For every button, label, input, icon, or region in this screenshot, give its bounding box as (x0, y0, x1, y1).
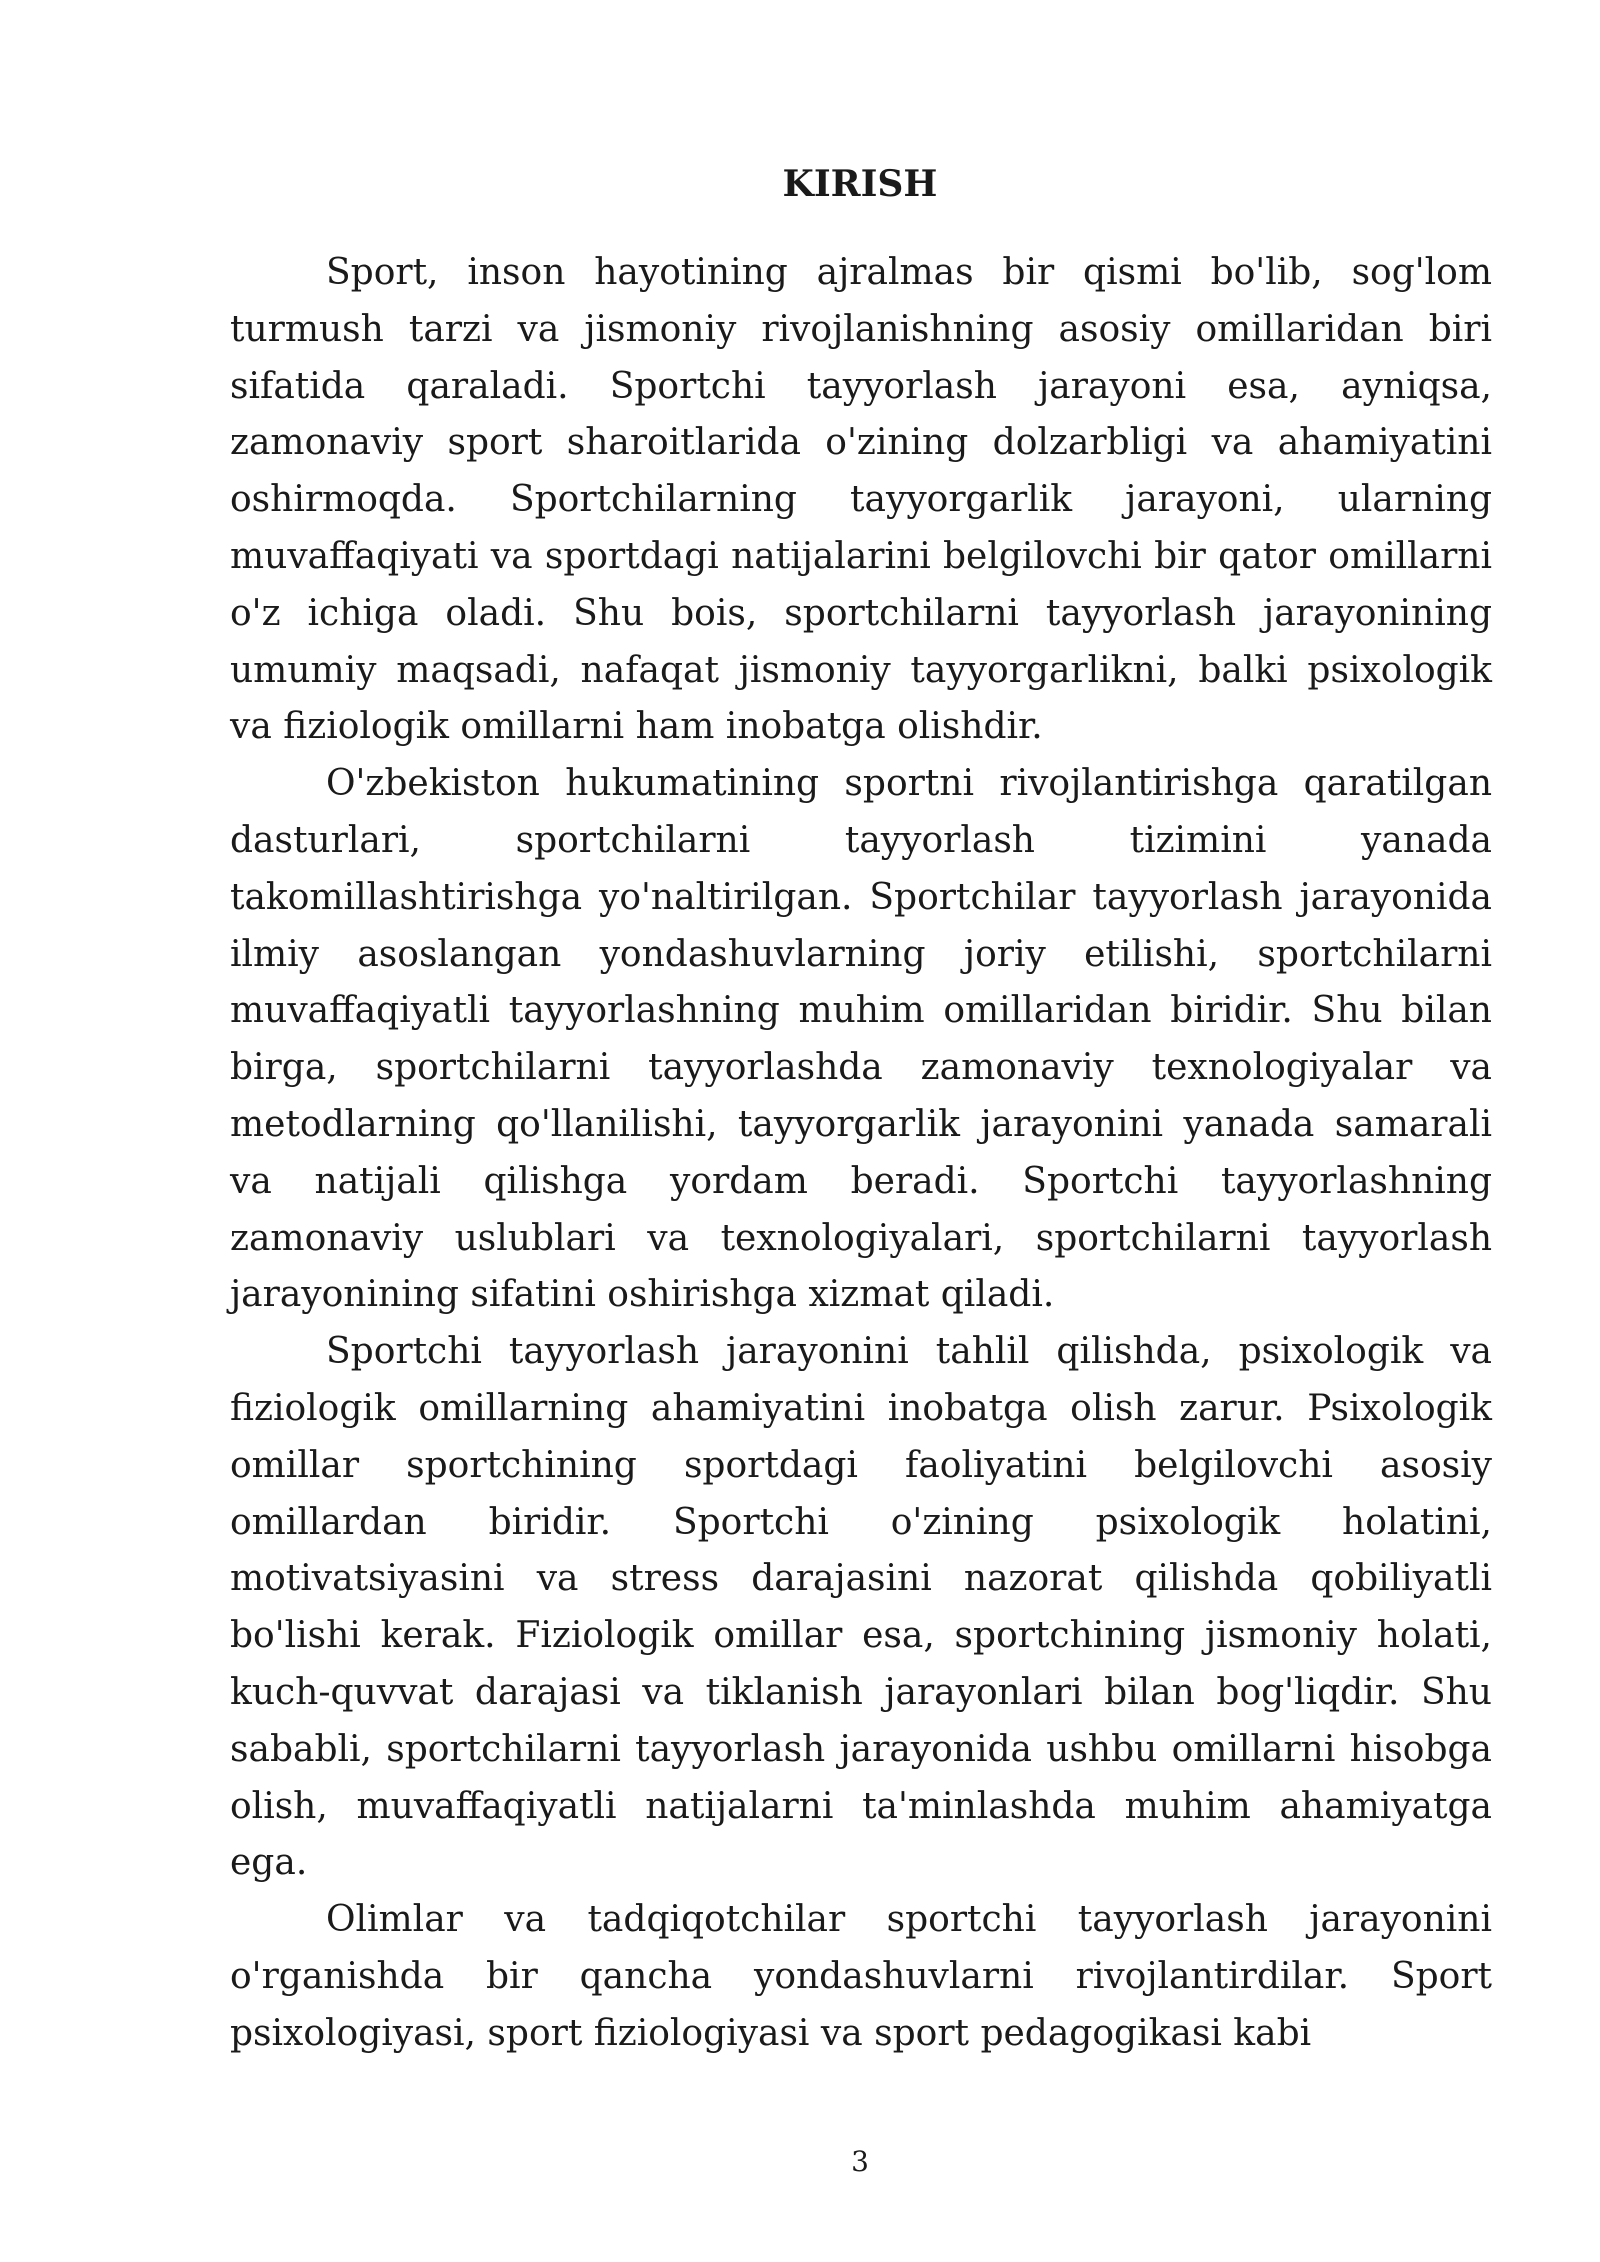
paragraph-4: Olimlar va tadqiqotchilar sportchi tayyorlash jarayonini o'rganishda bir qancha yondashuvlarni rivojlantirdilar. Sport psixologiyasi, sport fiziologiyasi va sport pedagogikasi kabi (230, 1899, 1492, 2054)
paragraph-3: Sportchi tayyorlash jarayonini tahlil qilishda, psixologik va fiziologik omillarning ahamiyatini inobatga olish zarur. Psixologik omillar sportchining sportdagi faoliyatini belgilovchi asosiy omillardan biridir. Sportchi o'zining psixologik holatini, motivatsiyasini va stress darajasini nazorat qilishda qobiliyatli bo'lishi kerak. Fiziologik omillar esa, sportchining jismoniy holati, kuch-quvvat darajasi va tiklanish jarayonlari bilan bog'liqdir. Shu sababli, sportchilarni tayyorlash jarayonida ushbu omillarni hisobga olish, muvaffaqiyatli natijalarni ta'minlashda muhim ahamiyatga ega. (230, 1331, 1492, 1884)
section-title: KIRISH (782, 163, 938, 205)
page-number: 3 (851, 2145, 869, 2178)
paragraph-2: O'zbekiston hukumatining sportni rivojlantirishga qaratilgan dasturlari, sportchilarni tayyorlash tizimini yanada takomillashtirishga yo'naltirilgan. Sportchilar tayyorlash jarayonida ilmiy asoslangan yondashuvlarning joriy etilishi, sportchilarni muvaffaqiyatli tayyorlashning muhim omillaridan biridir. Shu bilan birga, sportchilarni tayyorlashda zamonaviy texnologiyalar va metodlarning qo'llanilishi, tayyorgarlik jarayonini yanada samarali va natijali qilishga yordam beradi. Sportchi tayyorlashning zamonaviy uslublari va texnologiyalari, sportchilarni tayyorlash jarayonining sifatini oshirishga xizmat qiladi. (230, 763, 1492, 1316)
document-body (230, 245, 1492, 2063)
paragraph-1: Sport, inson hayotining ajralmas bir qismi bo'lib, sog'lom turmush tarzi va jismoniy rivojlanishning asosiy omillaridan biri sifatida qaraladi. Sportchi tayyorlash jarayoni esa, ayniqsa, zamonaviy sport sharoitlarida o'zining dolzarbligi va ahamiyatini oshirmoqda. Sportchilarning tayyorgarlik jarayoni, ularning muvaffaqiyati va sportdagi natijalarini belgilovchi bir qator omillarni o'z ichiga oladi. Shu bois, sportchilarni tayyorlash jarayonining umumiy maqsadi, nafaqat jismoniy tayyorgarlikni, balki psixologik va fiziologik omillarni ham inobatga olishdir. (230, 252, 1492, 748)
